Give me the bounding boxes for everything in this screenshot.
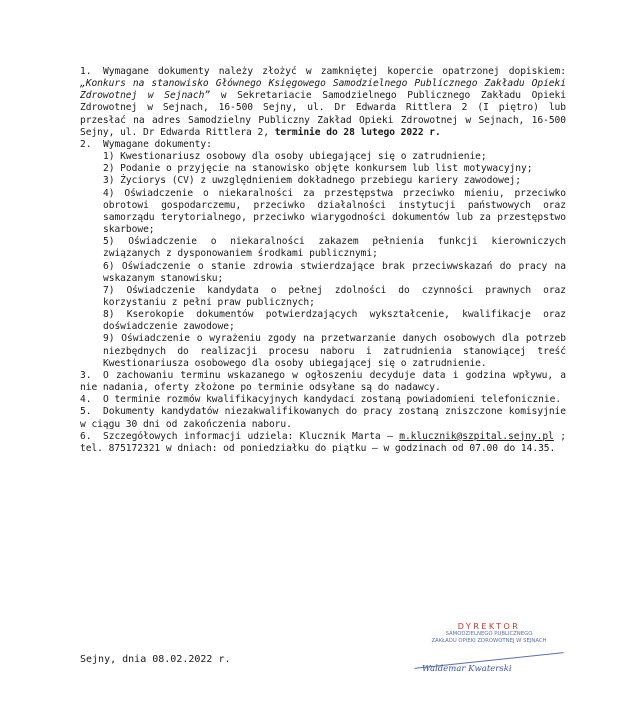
section-5-text: Dokumenty kandydatów niezakwalifikowanych do pracy zostaną zniszczone komisyjnie w ciągu 30 dni od zakończenia naboru. <box>80 406 566 430</box>
signature: Waldemar Kwaterski <box>422 664 512 674</box>
section-number: 5. <box>80 406 92 418</box>
section-number: 2. <box>80 138 92 150</box>
doc-item: 3) Życiorys (CV) z uwzględnieniem dokładnego przebiegu kariery zawodowej; <box>103 175 521 187</box>
section-number: 6. <box>80 430 92 442</box>
section-3 <box>80 370 566 394</box>
section-2-heading: Wymagane dokumenty: <box>103 138 212 150</box>
doc-item: 7) Oświadczenie kandydata o pełnej zdolności do czynności prawnych oraz korzystaniu z pełni praw publicznych; <box>103 284 566 308</box>
director-stamp <box>414 622 564 684</box>
section-5 <box>80 406 566 430</box>
section-1 <box>80 66 566 139</box>
doc-item: 4) Oświadczenie o niekaralności za przestępstwa przeciwko mieniu, przeciwko obrotowi gospodarczemu, przeciwko działalności instytucji państwowych oraz samorządu terytorialnego, przeciwko wiarygodności dokumentów lub za przestępstwo skarbowe; <box>103 187 566 236</box>
section-number: 3. <box>80 369 92 381</box>
section-6-text: Szczegółowych informacji udziela: Klucznik Marta – <box>103 430 400 442</box>
section-4-text: O terminie rozmów kwalifikacyjnych kandydaci zostaną powiadomieni telefonicznie. <box>103 394 562 406</box>
section-6 <box>80 431 566 455</box>
section-1-italic: „Konkurs na stanowisko Głównego Księgowego Samodzielnego Publicznego Zakładu Opieki Zdrowotnej w Sejnach” <box>80 78 566 102</box>
place-and-date: Sejny, dnia 08.02.2022 r. <box>80 654 231 665</box>
doc-item: 5) Oświadczenie o niekaralności zakazem pełnienia funkcji kierowniczych związanych z dysponowaniem środkami publicznymi; <box>103 236 566 260</box>
doc-item: 8) Kserokopie dokumentów potwierdzających wykształcenie, kwalifikacje oraz doświadczenie zawodowe; <box>103 309 566 333</box>
section-number: 4. <box>80 394 92 406</box>
deadline: terminie do 28 lutego 2022 r. <box>274 126 441 138</box>
stamp-title: DYREKTOR <box>457 622 521 631</box>
stamp-line-1: SAMODZIELNEGO PUBLICZNEGO <box>445 631 533 637</box>
doc-item: 6) Oświadczenie o stanie zdrowia stwierdzające brak przeciwwskazań do pracy na wskazanym stanowisku; <box>103 260 566 284</box>
contact-email-link[interactable]: m.klucznik@szpital.sejny.pl <box>399 430 554 442</box>
stamp-line-2: ZAKŁADU OPIEKI ZDROWOTNEJ W SEJNACH <box>431 637 547 644</box>
section-6-tail: ; tel. 875172321 w dniach: od poniedziałku do piątku – w godzinach od 07.00 do 14.35. <box>80 430 566 454</box>
section-1-text-b: w Sekretariacie Samodzielnego Publicznego Zakładu Opieki Zdrowotnej w Sejnach, 16-500 Sejny, ul. Dr Edwarda Rittlera 2 (I piętro) lub przesłać na adres Samodzielny Publiczny Zakład Opieki Zdrowotnej w Sejnach, 16-500 Sejny, ul. Dr Edwarda Rittlera 2, <box>80 90 566 138</box>
section-number: 1. <box>80 66 92 77</box>
doc-item: 1) Kwestionariusz osobowy dla osoby ubiegającej się o zatrudnienie; <box>103 151 487 163</box>
section-2-title <box>80 139 566 151</box>
doc-item: 2) Podanie o przyjęcie na stanowisko objęte konkursem lub list motywacyjny; <box>103 163 533 175</box>
section-1-text-a: Wymagane dokumenty należy złożyć w zamkniętej kopercie opatrzonej dopiskiem: <box>103 66 566 77</box>
doc-item: 9) Oświadczenie o wyrażeniu zgody na przetwarzanie danych osobowych dla potrzeb niezbędnych do realizacji procesu naboru i zatrudnienia stanowiącej treść Kwestionariusza osobowego dla osoby ubiegającej się o zatrudnienie. <box>103 333 566 369</box>
section-3-text: O zachowaniu terminu wskazanego w ogłoszeniu decyduje data i godzina wpływu, a nie nadania, oferty złożone po terminie odsyłane są do nadawcy. <box>80 369 566 394</box>
announcement-body <box>80 66 566 455</box>
section-4 <box>80 394 566 406</box>
